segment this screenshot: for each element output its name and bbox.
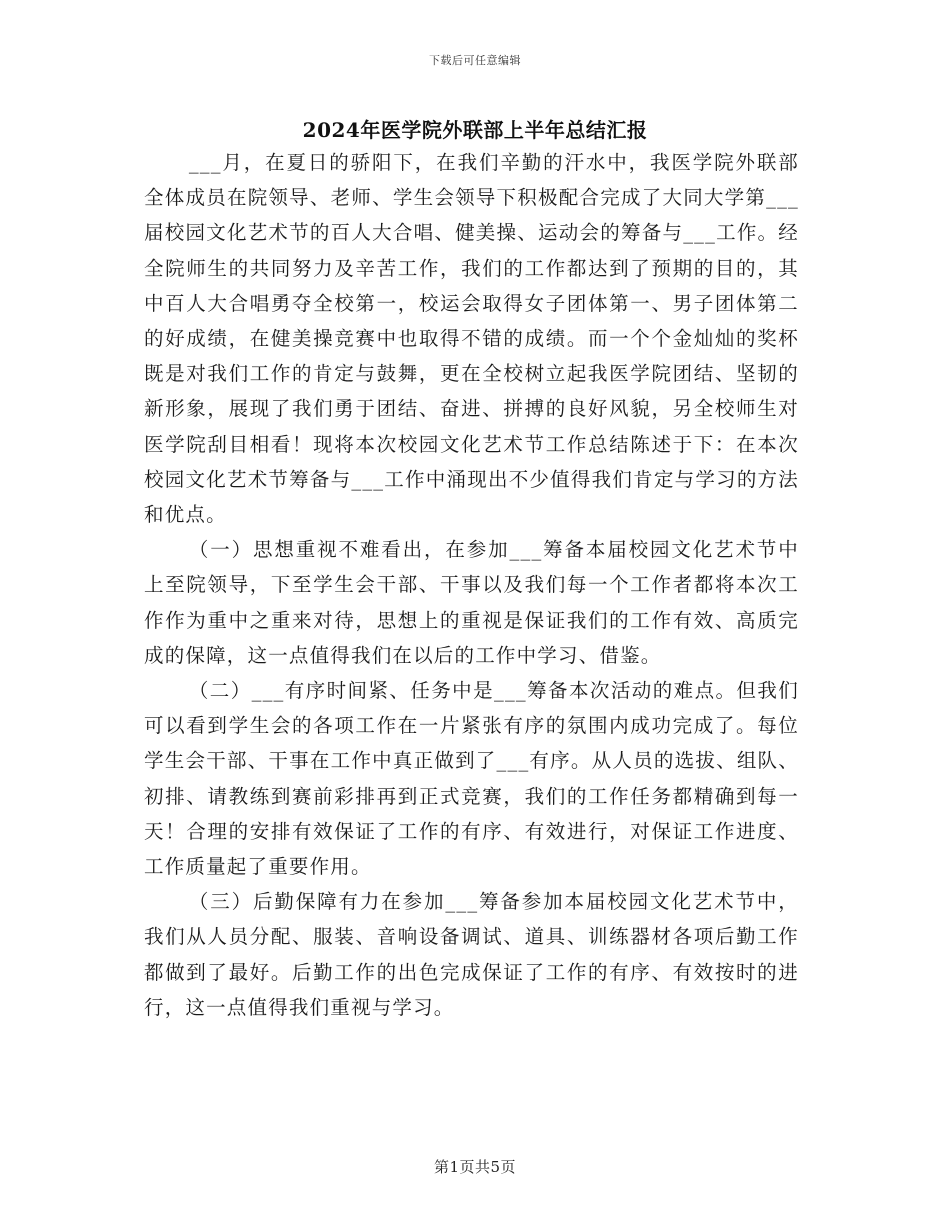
page-number: 第1页共5页 [433, 1158, 517, 1176]
document-body [144, 145, 799, 1025]
page-header-note: 下载后可任意编辑 [429, 54, 521, 67]
paragraph-section-2: （二）___有序时间紧、任务中是___筹备本次活动的难点。但我们可以看到学生会的各项工作在一片紧张有序的氛围内成功完成了。每位学生会干部、干事在工作中真正做到了___有序。从人员的选拔、组队、初排、请教练到赛前彩排再到正式竞赛，我们的工作任务都精确到每一天！合理的安排有效保证了工作的有序、有效进行，对保证工作进度、工作质量起了重要作用。 [144, 679, 799, 879]
document-title: 2024年医学院外联部上半年总结汇报 [302, 118, 648, 142]
paragraph-intro: ___月，在夏日的骄阳下，在我们辛勤的汗水中，我医学院外联部全体成员在院领导、老师、学生会领导下积极配合完成了大同大学第___届校园文化艺术节的百人大合唱、健美操、运动会的筹备与___工作。经全院师生的共同努力及辛苦工作，我们的工作都达到了预期的目的，其中百人大合唱勇夺全校第一，校运会取得女子团体第一、男子团体第二的好成绩，在健美操竞赛中也取得不错的成绩。而一个个金灿灿的奖杯既是对我们工作的肯定与鼓舞，更在全校树立起我医学院团结、坚韧的新形象，展现了我们勇于团结、奋进、拼搏的良好风貌，另全校师生对医学院刮目相看！现将本次校园文化艺术节工作总结陈述于下：在本次校园文化艺术节筹备与___工作中涌现出不少值得我们肯定与学习的方法和优点。 [144, 151, 799, 527]
paragraph-section-3: （三）后勤保障有力在参加___筹备参加本届校园文化艺术节中，我们从人员分配、服装、音响设备调试、道具、训练器材各项后勤工作都做到了最好。后勤工作的出色完成保证了工作的有序、有效按时的进行，这一点值得我们重视与学习。 [144, 890, 799, 1019]
paragraph-section-1: （一）思想重视不难看出，在参加___筹备本届校园文化艺术节中上至院领导，下至学生会干部、干事以及我们每一个工作者都将本次工作作为重中之重来对待，思想上的重视是保证我们的工作有效、高质完成的保障，这一点值得我们在以后的工作中学习、借鉴。 [144, 538, 799, 667]
